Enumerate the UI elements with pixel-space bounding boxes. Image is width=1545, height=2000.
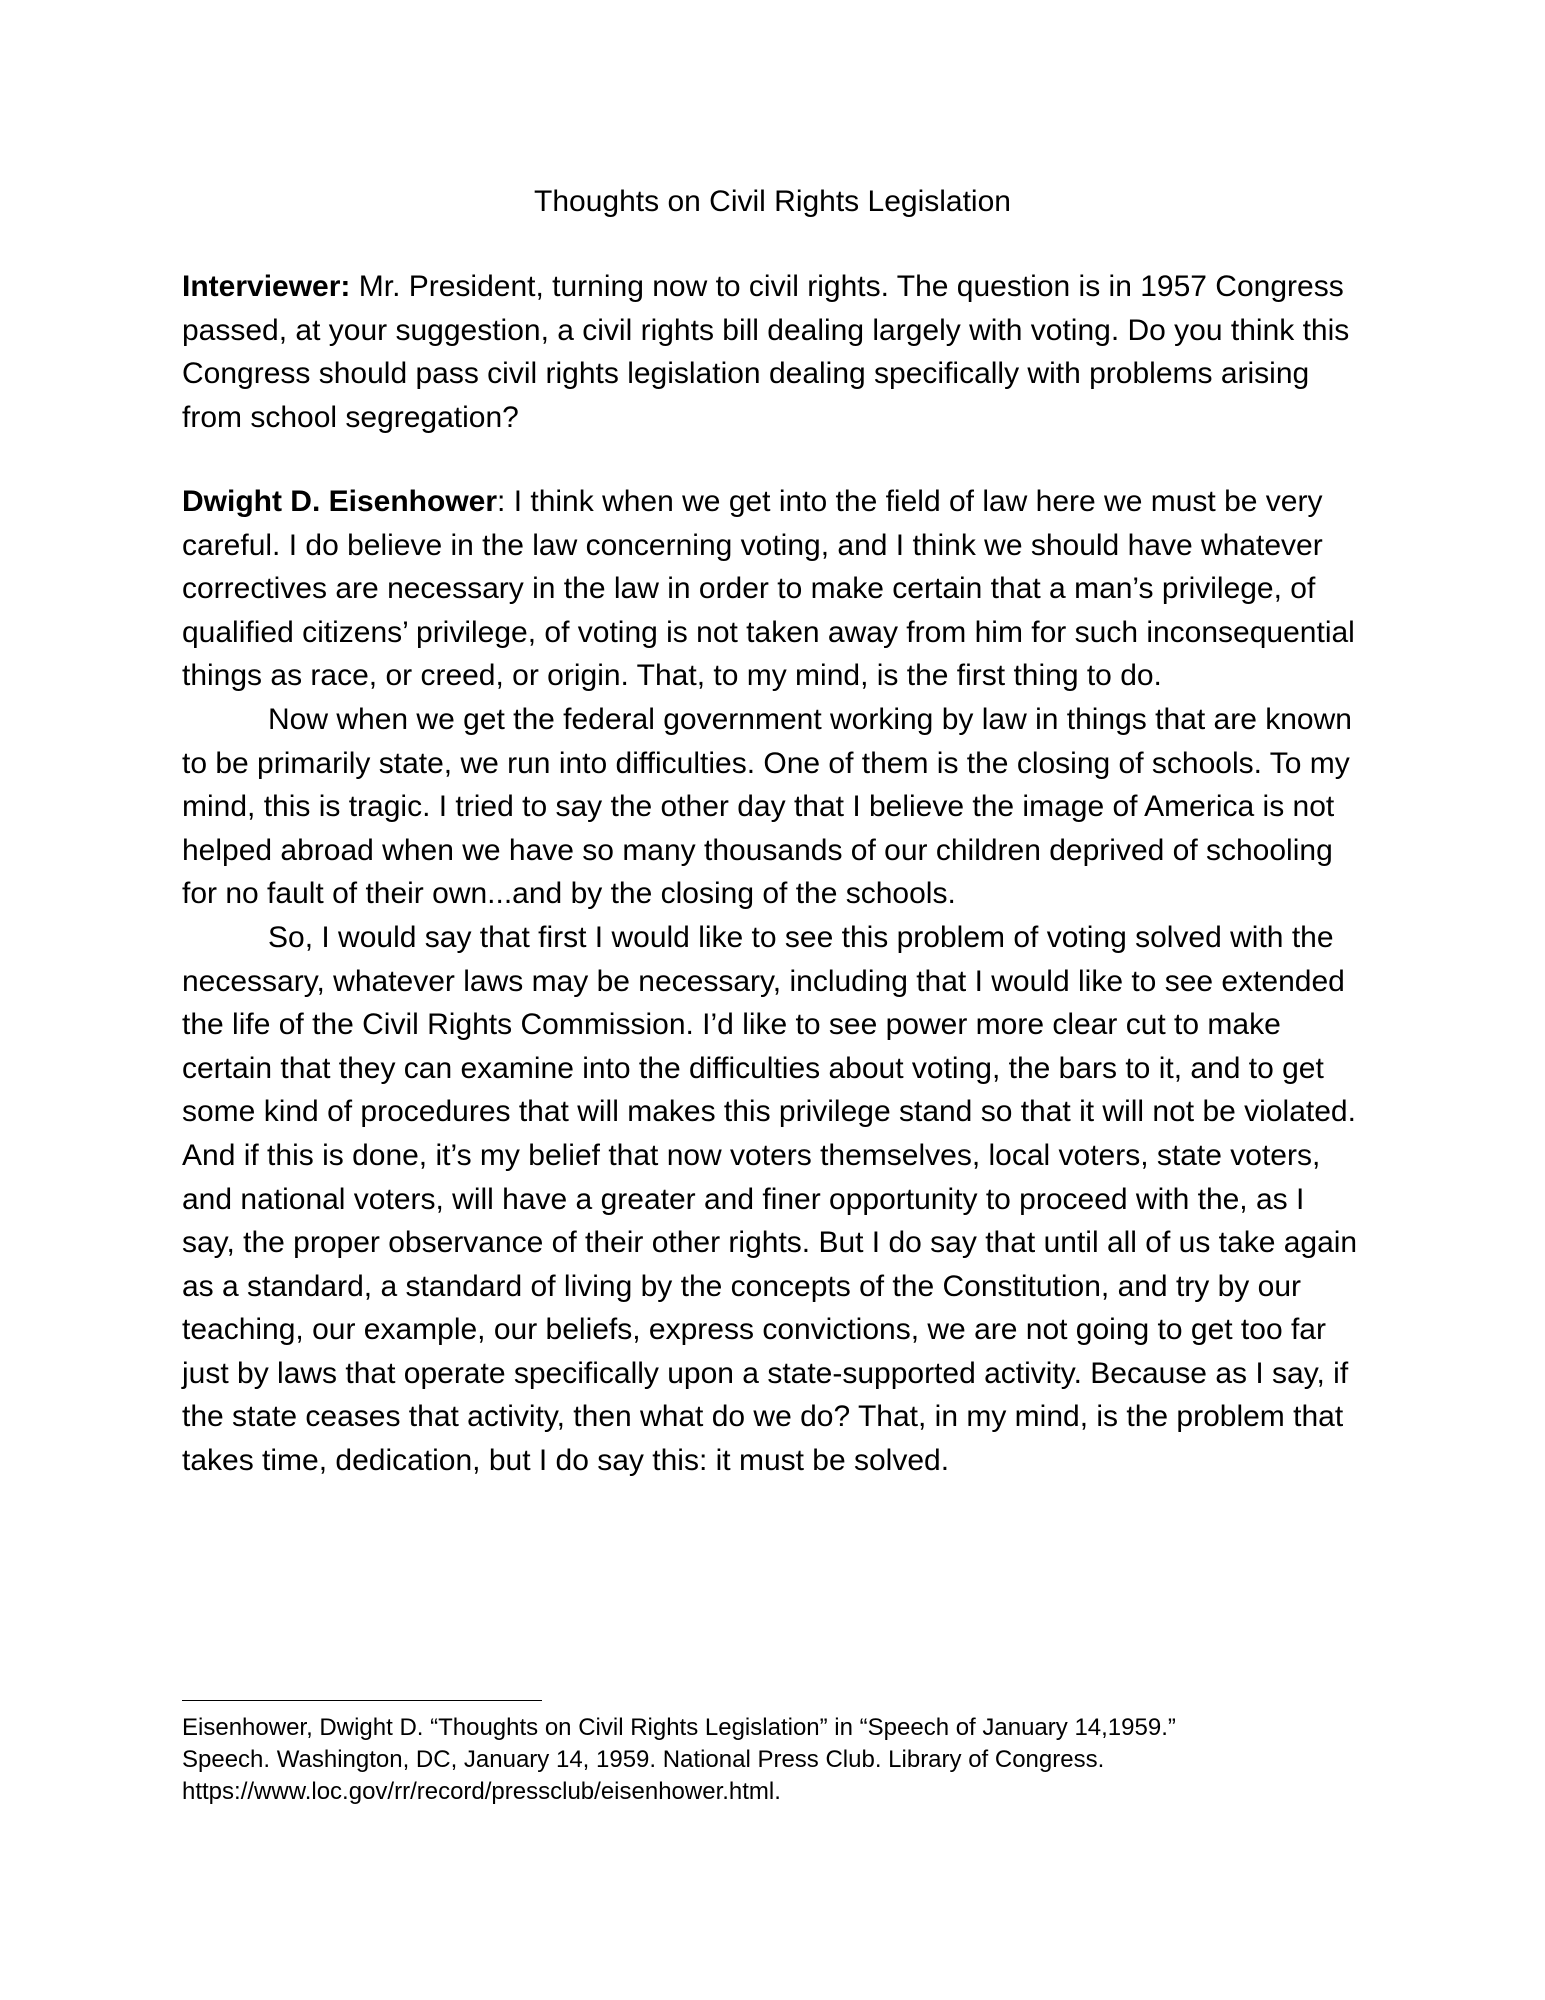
citation-line-1: Eisenhower, Dwight D. “Thoughts on Civil Rights Legislation” in “Speech of January 14,1959.” xyxy=(182,1714,1176,1741)
eisenhower-answer xyxy=(182,480,1362,1483)
citation-footnote xyxy=(182,1712,1382,1808)
interviewer-question-text: Mr. President, turning now to civil rights. The question is in 1957 Congress passed, at your suggestion, a civil rights bill dealing largely with voting. Do you think this Congress should pass civil rights legislation dealing specifically with problems arising from school segregation? xyxy=(182,270,1350,434)
footnote-divider xyxy=(182,1700,542,1701)
document-title: Thoughts on Civil Rights Legislation xyxy=(534,185,1011,218)
answer-paragraph-3: So, I would say that first I would like to see this problem of voting solved with the necessary, whatever laws may be necessary, including that I would like to see extended the life of the Civil Rights Commission. I’d like to see power more clear cut to make certain that they can examine into the difficulties about voting, the bars to it, and to get some kind of procedures that will makes this privilege stand so that it will not be violated. And if this is done, it’s my belief that now voters themselves, local voters, state voters, and national voters, will have a greater and finer opportunity to proceed with the, as I say, the proper observance of their other rights. But I do say that until all of us take again as a standard, a standard of living by the concepts of the Constitution, and try by our teaching, our example, our beliefs, express convictions, we are not going to get too far just by laws that operate specifically upon a state-supported activity. Because as I say, if the state ceases that activity, then what do we do? That, in my mind, is the problem that takes time, dedication, but I do say this: it must be solved. xyxy=(182,920,1358,1478)
interviewer-question xyxy=(182,265,1362,439)
answer-paragraph-1-text: : I think when we get into the field of law here we must be very careful. I do believe in the law concerning voting, and I think we should have whatever correctives are necessary in the law in order to make certain that a man’s privilege, of qualified citizens’ privilege, of voting is not taken away from him for such inconsequential things as race, or creed, or origin. That, to my mind, is the first thing to do. xyxy=(182,485,1355,693)
citation-url: https://www.loc.gov/rr/record/pressclub/eisenhower.html. xyxy=(182,1778,781,1805)
answer-paragraph-1 xyxy=(182,480,1362,698)
interviewer-speaker-label: Interviewer: xyxy=(182,270,351,303)
citation-line-2: Speech. Washington, DC, January 14, 1959. National Press Club. Library of Congress. xyxy=(182,1746,1105,1773)
answer-paragraph-2: Now when we get the federal government working by law in things that are known to be primarily state, we run into difficulties. One of them is the closing of schools. To my mind, this is tragic. I tried to say the other day that I believe the image of America is not helped abroad when we have so many thousands of our children deprived of schooling for no fault of their own...and by the closing of the schools. xyxy=(182,702,1352,911)
eisenhower-speaker-label: Dwight D. Eisenhower xyxy=(182,485,498,518)
